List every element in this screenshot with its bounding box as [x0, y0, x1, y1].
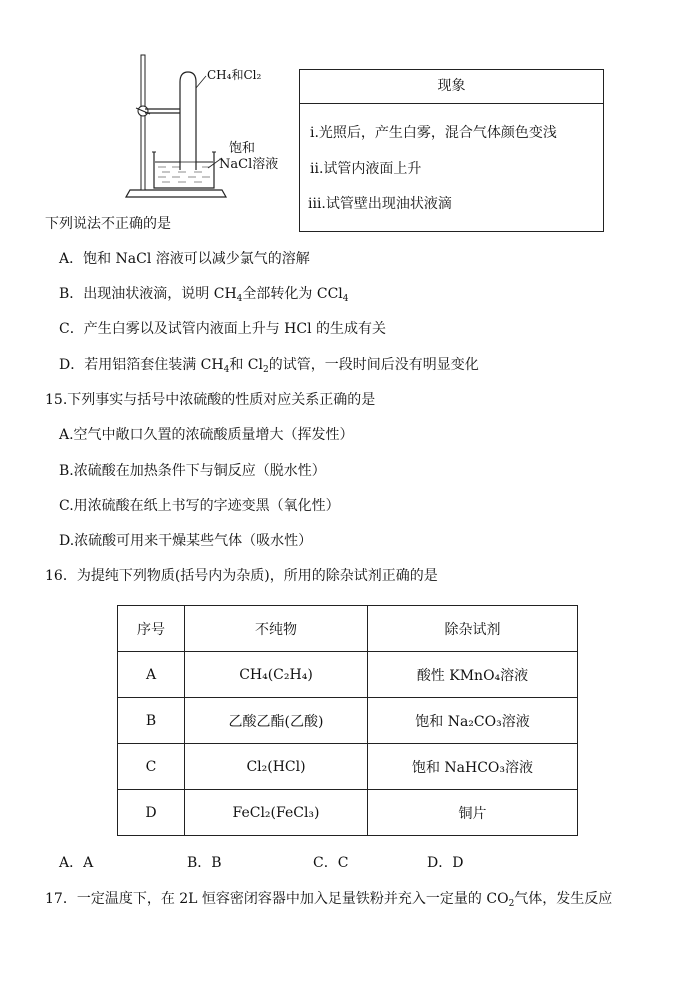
q14-stem: 下列说法不正确的是	[45, 216, 171, 232]
table-header-row	[118, 606, 578, 652]
table-row	[118, 744, 578, 790]
q16-stem: 16．为提纯下列物质(括号内为杂质)，所用的除杂试剂正确的是	[45, 568, 438, 584]
cell-impure: Cl₂(HCl)	[185, 744, 368, 790]
table-row	[118, 698, 578, 744]
cell-impure: 乙酸乙酯(乙酸)	[185, 698, 368, 744]
phenomenon-item-1: ⅰ.光照后，产生白雾，混合气体颜色变浅	[310, 125, 557, 141]
q14-option-a: A．饱和 NaCl 溶液可以减少氯气的溶解	[59, 251, 310, 267]
header-reagent: 除杂试剂	[368, 606, 578, 652]
cell-impure: CH₄(C₂H₄)	[185, 652, 368, 698]
q16-answer-d: D．D	[427, 855, 464, 871]
impurity-table	[117, 605, 578, 836]
stand-rod	[141, 55, 145, 190]
q14-option-b: B．出现油状液滴，说明 $CH_4$全部转化为 CCl$_4$	[59, 286, 349, 304]
table-row	[118, 652, 578, 698]
q15-stem: 15.下列事实与括号中浓硫酸的性质对应关系正确的是	[45, 392, 376, 408]
phenomenon-item-3: ⅲ.试管壁出现油状液滴	[308, 196, 452, 212]
cell-index: D	[118, 790, 185, 836]
q15-option-b: B.浓硫酸在加热条件下与铜反应（脱水性）	[59, 463, 326, 479]
header-index: 序号	[118, 606, 185, 652]
cell-reagent: 饱和 Na₂CO₃溶液	[368, 698, 578, 744]
cell-reagent: 酸性 KMnO₄溶液	[368, 652, 578, 698]
phenomenon-item-2: ⅱ.试管内液面上升	[310, 161, 422, 177]
test-tube	[180, 72, 196, 170]
cell-impure: FeCl₂(FeCl₃)	[185, 790, 368, 836]
label-solution-line2: NaCl溶液	[219, 157, 279, 172]
cell-index: B	[118, 698, 185, 744]
header-impure: 不纯物	[185, 606, 368, 652]
phenomenon-header: 现象	[300, 70, 603, 104]
q16-answer-b: B．B	[187, 855, 222, 871]
phenomenon-box	[299, 69, 604, 232]
q16-answer-a: A．A	[59, 855, 94, 871]
q14-option-c: C．产生白雾以及试管内液面上升与 HCl 的生成有关	[59, 321, 387, 337]
cell-index: C	[118, 744, 185, 790]
stand-base	[126, 190, 226, 197]
q15-option-d: D.浓硫酸可用来干燥某些气体（吸水性）	[59, 533, 313, 549]
label-gas: CH₄和Cl₂	[207, 68, 262, 82]
cell-reagent: 铜片	[368, 790, 578, 836]
q17-stem: 17．一定温度下，在 2L 恒容密闭容器中加入足量铁粉并充入一定量的 $CO_2$气体，发生反应	[45, 891, 613, 909]
label-solution-line1: 饱和	[229, 141, 256, 156]
table-row	[118, 790, 578, 836]
q15-option-a: A.空气中敞口久置的浓硫酸质量增大（挥发性）	[59, 427, 354, 443]
cell-reagent: 饱和 NaHCO₃溶液	[368, 744, 578, 790]
q15-option-c: C.用浓硫酸在纸上书写的字迹变黑（氧化性）	[59, 498, 340, 514]
cell-index: A	[118, 652, 185, 698]
q14-option-d: D．若用铝箔套住装满 $CH_4$和 $Cl_2$的试管，一段时间后没有明显变化	[59, 357, 479, 375]
q16-answer-c: C．C	[313, 855, 349, 871]
